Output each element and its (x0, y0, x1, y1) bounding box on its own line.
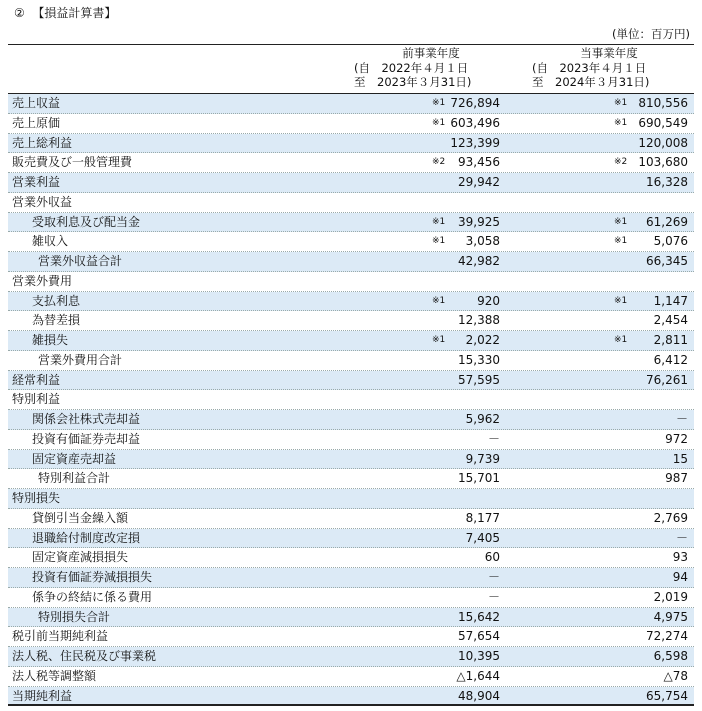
row-label: 為替差損 (32, 313, 81, 328)
row-label: 税引前当期純利益 (12, 629, 109, 644)
row-label: 売上収益 (12, 96, 61, 110)
row-label: 営業利益 (12, 175, 61, 189)
note-mark-current: ※1 (614, 335, 628, 345)
prior-year-value: 60 (484, 550, 500, 565)
current-year-value: 6,412 (653, 352, 688, 367)
current-year-value: 61,269 (646, 214, 688, 229)
prior-year-period-from: (自 2022年４月１日 (354, 60, 469, 75)
prior-year-value: △1,644 (456, 668, 500, 683)
row-label: 営業外費用 (12, 273, 73, 288)
note-mark-current: ※1 (614, 117, 628, 128)
prior-year-value: 39,925 (458, 214, 500, 229)
prior-year-value: 3,058 (465, 234, 500, 249)
table-row (8, 94, 694, 114)
unit-label: (単位：百万円) (612, 27, 690, 41)
prior-year-value: － (487, 589, 500, 604)
table-row (8, 272, 694, 292)
prior-year-value: 12,388 (458, 313, 500, 328)
prior-year-period-to: 至 2023年３月31日) (354, 75, 472, 89)
prior-year-column-header (346, 46, 516, 90)
table-row (8, 450, 694, 470)
prior-year-title: 前事業年度 (402, 46, 460, 60)
prior-year-value: 123,399 (450, 135, 500, 150)
table-row (8, 134, 694, 154)
row-label: 係争の終結に係る費用 (32, 589, 153, 604)
table-row (8, 647, 694, 667)
table-row (8, 232, 694, 252)
current-year-value: 65,754 (646, 688, 688, 703)
current-year-value: 2,769 (653, 510, 688, 525)
row-label: 貸倒引当金繰入額 (32, 510, 129, 525)
row-label: 経常利益 (12, 372, 61, 387)
table-row (8, 509, 694, 529)
note-mark-prior: ※1 (432, 117, 446, 128)
current-year-value: 1,147 (653, 293, 688, 308)
prior-year-value: 7,405 (465, 530, 500, 545)
current-year-value: 16,328 (646, 175, 688, 189)
row-label: 雑収入 (32, 234, 69, 249)
table-row (8, 351, 694, 371)
current-year-value: 120,008 (638, 135, 688, 150)
table-row (8, 331, 694, 351)
current-year-value: 2,019 (653, 589, 688, 604)
row-label: 投資有価証券減損損失 (32, 570, 153, 584)
prior-year-value: 9,739 (465, 451, 500, 466)
row-label: 販売費及び一般管理費 (12, 155, 133, 170)
income-statement-table (8, 94, 694, 706)
row-label: 固定資産売却益 (32, 451, 117, 466)
current-year-value: 94 (672, 570, 688, 584)
row-label: 特別損失合計 (38, 609, 111, 624)
current-year-value: 810,556 (638, 96, 688, 110)
prior-year-value: 57,654 (458, 629, 500, 644)
current-year-value: 972 (665, 431, 688, 446)
prior-year-value: 8,177 (465, 510, 500, 525)
prior-year-value: 15,330 (458, 352, 500, 367)
current-year-value: 4,975 (653, 609, 688, 624)
note-mark-prior: ※1 (432, 295, 446, 306)
table-row (8, 608, 694, 628)
prior-year-value: 2,022 (465, 333, 500, 347)
prior-year-value: 15,642 (458, 609, 500, 624)
current-year-value: 2,811 (653, 333, 688, 347)
table-row (8, 311, 694, 331)
current-year-value: 72,274 (646, 629, 688, 644)
table-row (8, 213, 694, 233)
row-label: 法人税等調整額 (12, 668, 97, 683)
table-row (8, 410, 694, 430)
prior-year-value: － (487, 431, 500, 446)
current-year-period-to: 至 2024年３月31日) (532, 75, 650, 89)
row-label: 退職給付制度改定損 (32, 530, 141, 545)
table-row (8, 667, 694, 687)
row-label: 受取利息及び配当金 (32, 214, 141, 229)
note-mark-prior: ※2 (432, 157, 446, 168)
current-year-value: 15 (672, 451, 688, 466)
table-header (8, 44, 694, 94)
row-label: 営業外収益 (12, 194, 73, 209)
table-row (8, 469, 694, 489)
row-label: 雑損失 (32, 333, 69, 347)
prior-year-value: 42,982 (458, 254, 500, 268)
current-year-value: 987 (665, 471, 688, 486)
row-label: 固定資産減損損失 (32, 550, 129, 565)
prior-year-value: 93,456 (458, 155, 500, 170)
row-label: 関係会社株式売却益 (32, 412, 141, 426)
prior-year-value: 29,942 (458, 175, 500, 189)
row-label: 特別利益 (12, 392, 61, 407)
row-label: 売上総利益 (12, 135, 73, 150)
row-label: 営業外費用合計 (38, 352, 123, 367)
current-year-value: 93 (672, 550, 688, 565)
current-year-value: － (675, 530, 688, 545)
note-mark-current: ※1 (614, 295, 628, 306)
note-mark-current: ※1 (614, 216, 628, 227)
note-mark-current: ※2 (614, 157, 628, 168)
table-row (8, 252, 694, 272)
prior-year-value: 48,904 (458, 688, 500, 703)
current-year-value: 690,549 (638, 115, 688, 130)
table-row (8, 430, 694, 450)
note-mark-prior: ※1 (432, 98, 446, 108)
current-year-value: 76,261 (646, 372, 688, 387)
row-label: 特別損失 (12, 491, 61, 505)
current-year-value: △78 (663, 668, 688, 683)
prior-year-value: 726,894 (450, 96, 500, 110)
table-row (8, 568, 694, 588)
table-row (8, 292, 694, 312)
prior-year-value: 920 (477, 293, 500, 308)
note-mark-prior: ※1 (432, 236, 446, 247)
current-year-value: 6,598 (653, 649, 688, 663)
table-row (8, 548, 694, 568)
prior-year-value: 5,962 (465, 412, 500, 426)
current-year-period-from: (自 2023年４月１日 (532, 60, 647, 75)
table-row (8, 173, 694, 193)
row-label: 支払利息 (32, 293, 81, 308)
table-row (8, 529, 694, 549)
current-year-title: 当事業年度 (580, 46, 638, 60)
prior-year-value: 10,395 (458, 649, 500, 663)
table-row (8, 627, 694, 647)
current-year-value: 5,076 (653, 234, 688, 249)
table-row (8, 588, 694, 608)
current-year-value: 103,680 (638, 155, 688, 170)
row-label: 売上原価 (12, 115, 61, 130)
current-year-column-header (524, 46, 694, 90)
row-label: 当期純利益 (12, 688, 73, 703)
note-mark-current: ※1 (614, 236, 628, 247)
current-year-value: 66,345 (646, 254, 688, 268)
current-year-value: 2,454 (653, 313, 688, 328)
row-label: 特別利益合計 (38, 471, 111, 486)
statement-heading: ② 【損益計算書】 (14, 6, 117, 20)
prior-year-value: 15,701 (458, 471, 500, 486)
prior-year-value: 603,496 (450, 115, 500, 130)
note-mark-prior: ※1 (432, 335, 446, 345)
table-row (8, 114, 694, 134)
row-label: 法人税、住民税及び事業税 (12, 649, 157, 663)
table-row (8, 153, 694, 173)
table-row (8, 193, 694, 213)
table-row (8, 390, 694, 410)
table-row (8, 687, 694, 707)
note-mark-prior: ※1 (432, 216, 446, 227)
current-year-value: － (675, 412, 688, 426)
table-row (8, 371, 694, 391)
prior-year-value: － (487, 570, 500, 584)
prior-year-value: 57,595 (458, 372, 500, 387)
row-label: 投資有価証券売却益 (32, 431, 141, 446)
table-row (8, 489, 694, 509)
row-label: 営業外収益合計 (38, 254, 123, 268)
note-mark-current: ※1 (614, 98, 628, 108)
